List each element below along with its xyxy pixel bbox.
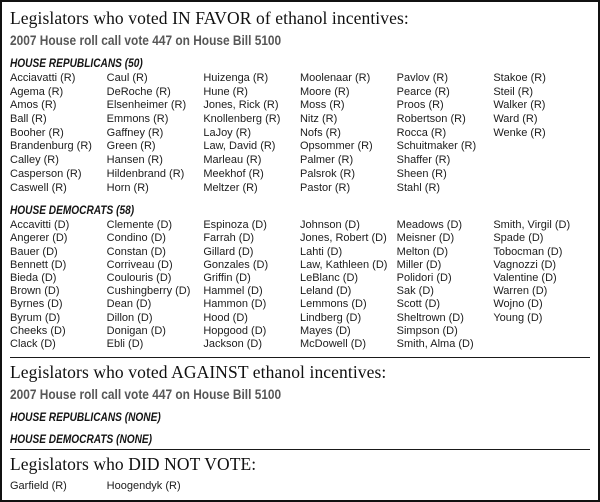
legislator-name: Jackson (D)	[203, 337, 263, 350]
legislator-name: Gaffney (R)	[106, 126, 164, 139]
legislator-name: Leland (D)	[299, 285, 352, 298]
legislator-name: Calley (R)	[10, 154, 59, 167]
legislator-name: Sheltrown (D)	[396, 311, 464, 324]
legislator-name: Ward (R)	[493, 113, 538, 126]
did-not-vote-list	[10, 480, 590, 494]
house-republicans-label-row	[10, 54, 590, 70]
legislator-name: Caswell (R)	[10, 181, 67, 194]
legislator-name: Schuitmaker (R)	[396, 140, 477, 153]
legislator-name: Hoogendyk (R)	[106, 480, 181, 493]
legislator-name: Jones, Rick (R)	[203, 99, 279, 112]
legislator-name: Pavlov (R)	[396, 72, 448, 84]
roll-call-subtitle: 2007 House roll call vote 447 on House Bill 5100	[10, 386, 282, 403]
house-democrats-none-label: HOUSE DEMOCRATS (NONE)	[10, 434, 153, 447]
legislator-name: Lindberg (D)	[299, 311, 362, 324]
legislator-name: Palmer (R)	[299, 154, 354, 167]
legislator-name: Marleau (R)	[203, 154, 262, 167]
legislator-name: Clemente (D)	[106, 219, 173, 232]
legislator-name: Huizenga (R)	[203, 72, 269, 84]
legislator-name: Byrum (D)	[10, 311, 61, 324]
legislator-name: Accavitti (D)	[10, 219, 70, 232]
legislator-name: Jones, Robert (D)	[299, 232, 387, 245]
legislator-name: Walker (R)	[493, 99, 546, 112]
section-divider	[10, 449, 590, 450]
legislator-name: Farrah (D)	[203, 232, 255, 245]
legislator-name: Spade (D)	[493, 232, 544, 245]
section-against	[10, 362, 590, 447]
legislator-name: Valentine (D)	[493, 271, 557, 284]
legislator-name: DeRoche (R)	[106, 85, 171, 98]
legislator-name: Knollenberg (R)	[203, 113, 281, 126]
against-title: Legislators who voted AGAINST ethanol incentives:	[10, 362, 387, 383]
legislator-name: Acciavatti (R)	[10, 72, 76, 84]
legislator-name: Vagnozzi (D)	[493, 258, 557, 271]
legislator-name: Hansen (R)	[106, 154, 163, 167]
legislator-name: Nofs (R)	[299, 126, 341, 139]
legislator-name: Corriveau (D)	[106, 258, 173, 271]
democrats-in-favor-list	[10, 219, 590, 351]
in-favor-subtitle-row	[10, 32, 590, 48]
did-not-vote-title: Legislators who DID NOT VOTE:	[10, 454, 257, 475]
legislator-name: Stakoe (R)	[493, 72, 546, 84]
legislator-name: Emmons (R)	[106, 113, 169, 126]
legislator-name: Stahl (R)	[396, 181, 441, 194]
legislator-name: LeBlanc (D)	[299, 271, 359, 284]
legislator-name: Meltzer (R)	[203, 181, 258, 194]
legislator-name: Tobocman (D)	[493, 245, 563, 258]
house-republicans-none-label-row	[10, 408, 590, 425]
legislator-name: Hammel (D)	[203, 285, 263, 298]
against-subtitle-row	[10, 386, 590, 402]
legislator-name: Law, Kathleen (D)	[299, 258, 388, 271]
legislator-name: Elsenheimer (R)	[106, 99, 187, 112]
legislator-name: McDowell (D)	[299, 337, 366, 350]
legislator-name: Constan (D)	[106, 245, 166, 258]
legislator-name: Warren (D)	[493, 285, 548, 298]
legislator-name: Condino (D)	[106, 232, 166, 245]
legislator-name: Donigan (D)	[106, 324, 166, 337]
legislator-name: Brandenburg (R)	[10, 140, 92, 153]
legislator-name: LaJoy (R)	[203, 126, 252, 139]
legislator-name: Byrnes (D)	[10, 298, 63, 311]
house-democrats-label: HOUSE DEMOCRATS (58)	[10, 205, 135, 218]
legislator-name: Hood (D)	[203, 311, 248, 324]
roll-call-subtitle: 2007 House roll call vote 447 on House Bill 5100	[10, 32, 282, 48]
legislator-name: Miller (D)	[396, 258, 442, 271]
legislator-name: Rocca (R)	[396, 126, 447, 139]
legislator-name: Griffin (D)	[203, 271, 251, 284]
legislator-name: Lahti (D)	[299, 245, 343, 258]
legislator-name: Garfield (R)	[10, 480, 67, 493]
legislator-name: Meisner (D)	[396, 232, 455, 245]
legislator-name: Ball (R)	[10, 113, 47, 126]
legislator-name: Simpson (D)	[396, 324, 458, 337]
legislator-name: Young (D)	[493, 311, 543, 324]
legislator-name: Amos (R)	[10, 99, 57, 112]
legislator-name: Polidori (D)	[396, 271, 452, 284]
legislator-name: Pearce (R)	[396, 85, 450, 98]
legislator-name: Hammon (D)	[203, 298, 267, 311]
legislator-name: Pastor (R)	[299, 181, 351, 194]
section-in-favor	[10, 8, 590, 351]
legislator-name: Angerer (D)	[10, 232, 68, 245]
legislator-name: Wojno (D)	[493, 298, 543, 311]
legislator-name: Cheeks (D)	[10, 324, 66, 337]
legislator-name: Proos (R)	[396, 99, 444, 112]
legislator-name: Coulouris (D)	[106, 271, 172, 284]
section-did-not-vote	[10, 454, 590, 494]
legislator-name: Nitz (R)	[299, 113, 338, 126]
in-favor-title: Legislators who voted IN FAVOR of ethanol incentives:	[10, 8, 409, 28]
legislator-name: Bennett (D)	[10, 258, 67, 271]
section-divider	[10, 357, 590, 358]
legislator-name: Caul (R)	[106, 72, 148, 84]
legislator-name: Meadows (D)	[396, 219, 463, 232]
legislator-name: Robertson (R)	[396, 113, 466, 126]
republicans-in-favor-list	[10, 72, 590, 195]
legislator-name: Booher (R)	[10, 126, 64, 139]
legislator-name: Bauer (D)	[10, 245, 58, 258]
legislator-name: Meekhof (R)	[203, 167, 264, 180]
legislator-name: Moolenaar (R)	[299, 72, 371, 84]
legislator-name: Scott (D)	[396, 298, 441, 311]
legislator-name: Ebli (D)	[106, 337, 144, 350]
legislator-name: Hune (R)	[203, 85, 248, 98]
legislator-name: Mayes (D)	[299, 324, 351, 337]
house-republicans-label: HOUSE REPUBLICANS (50)	[10, 58, 143, 70]
legislator-name: Moss (R)	[299, 99, 345, 112]
legislator-name: Gillard (D)	[203, 245, 254, 258]
legislator-name: Casperson (R)	[10, 167, 82, 180]
house-democrats-none-label-row	[10, 430, 590, 447]
legislator-name: Smith, Alma (D)	[396, 337, 474, 350]
legislator-name: Hildenbrand (R)	[106, 167, 185, 180]
legislator-name: Brown (D)	[10, 285, 60, 298]
legislator-name: Opsommer (R)	[299, 140, 373, 153]
legislator-name: Johnson (D)	[299, 219, 360, 232]
legislator-name: Agema (R)	[10, 85, 64, 98]
legislator-name: Gonzales (D)	[203, 258, 269, 271]
legislator-name: Steil (R)	[493, 85, 534, 98]
legislator-name: Sak (D)	[396, 285, 434, 298]
legislator-name: Law, David (R)	[203, 140, 276, 153]
legislator-name: Lemmons (D)	[299, 298, 367, 311]
house-democrats-label-row	[10, 201, 590, 218]
legislator-name: Dillon (D)	[106, 311, 153, 324]
legislator-name: Green (R)	[106, 140, 156, 153]
legislator-name: Clack (D)	[10, 337, 56, 350]
legislator-name: Dean (D)	[106, 298, 152, 311]
legislator-name: Bieda (D)	[10, 271, 57, 284]
legislator-name: Sheen (R)	[396, 167, 447, 180]
legislator-name: Melton (D)	[396, 245, 448, 258]
legislator-name: Smith, Virgil (D)	[493, 219, 571, 232]
legislator-name: Espinoza (D)	[203, 219, 267, 232]
legislator-name: Hopgood (D)	[203, 324, 267, 337]
legislator-name: Horn (R)	[106, 181, 149, 194]
legislator-name: Moore (R)	[299, 85, 350, 98]
house-republicans-none-label: HOUSE REPUBLICANS (NONE)	[10, 412, 161, 425]
legislator-name: Cushingberry (D)	[106, 285, 191, 298]
legislator-name: Shaffer (R)	[396, 154, 451, 167]
legislator-name: Palsrok (R)	[299, 167, 355, 180]
legislator-name: Wenke (R)	[493, 126, 546, 139]
